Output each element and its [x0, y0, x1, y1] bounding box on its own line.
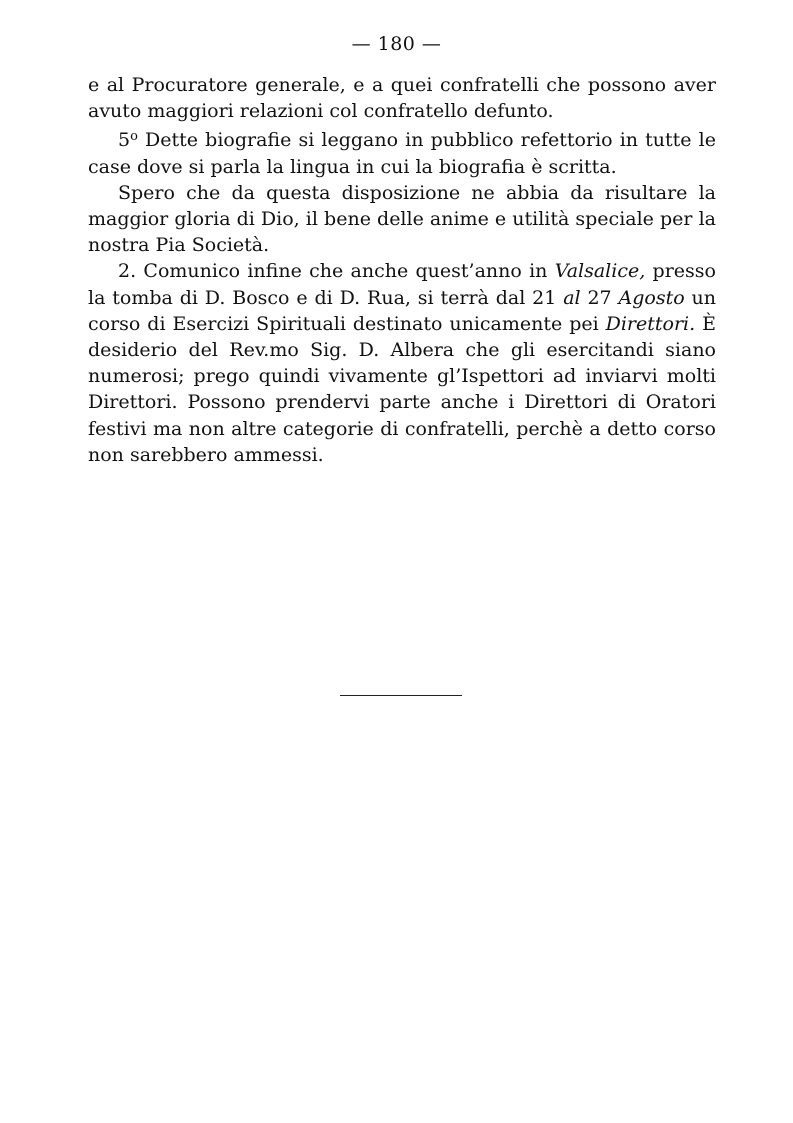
esercizi-text-1: presso la tomba di D. Bosco e di D. Rua, si terrà dal 21	[88, 260, 716, 309]
paragraph-esercizi	[88, 258, 716, 468]
page-number: — 180 —	[351, 33, 442, 55]
esercizi-text-3: È desiderio del Rev.mo Sig. D. Albera che gli esercitandi siano numerosi; prego quindi vivamente gl’Ispettori ad inviarvi molti Direttori. Possono prendervi parte anche i Direttori di Oratori festivi ma non altre categorie di confratelli, perchè a detto corso non sarebbero ammessi.	[88, 312, 716, 466]
section-divider	[340, 695, 462, 696]
ordinal-mark: o	[130, 129, 138, 145]
item-number: 5	[118, 129, 131, 152]
esercizi-text-2: un corso di Esercizi Spirituali destinato unicamente pei	[88, 286, 716, 335]
paragraph-spero: Spero che da questa disposizione ne abbia da risultare la maggior gloria di Dio, il bene delle anime e utilità speciale per la nostra Pia Società.	[88, 181, 716, 257]
paragraph-biografie	[88, 124, 716, 179]
date-day: 27	[580, 286, 619, 309]
place-name: Valsalice,	[554, 260, 646, 283]
item-text: Dette biografie si leggano in pubblico refettorio in tutte le case dove si parla la lingua in cui la biografia è scritta.	[88, 129, 716, 178]
date-month: Agosto	[618, 286, 685, 309]
page-body	[88, 72, 716, 468]
paragraph-procuratore: e al Procuratore generale, e a quei confratelli che possono aver avuto maggiori relazioni col confratello defunto.	[88, 74, 716, 123]
directors-term: Direttori.	[605, 312, 696, 335]
date-al: al	[563, 286, 581, 309]
esercizi-lead: 2. Comunico infine che anche quest’anno in	[118, 260, 555, 283]
